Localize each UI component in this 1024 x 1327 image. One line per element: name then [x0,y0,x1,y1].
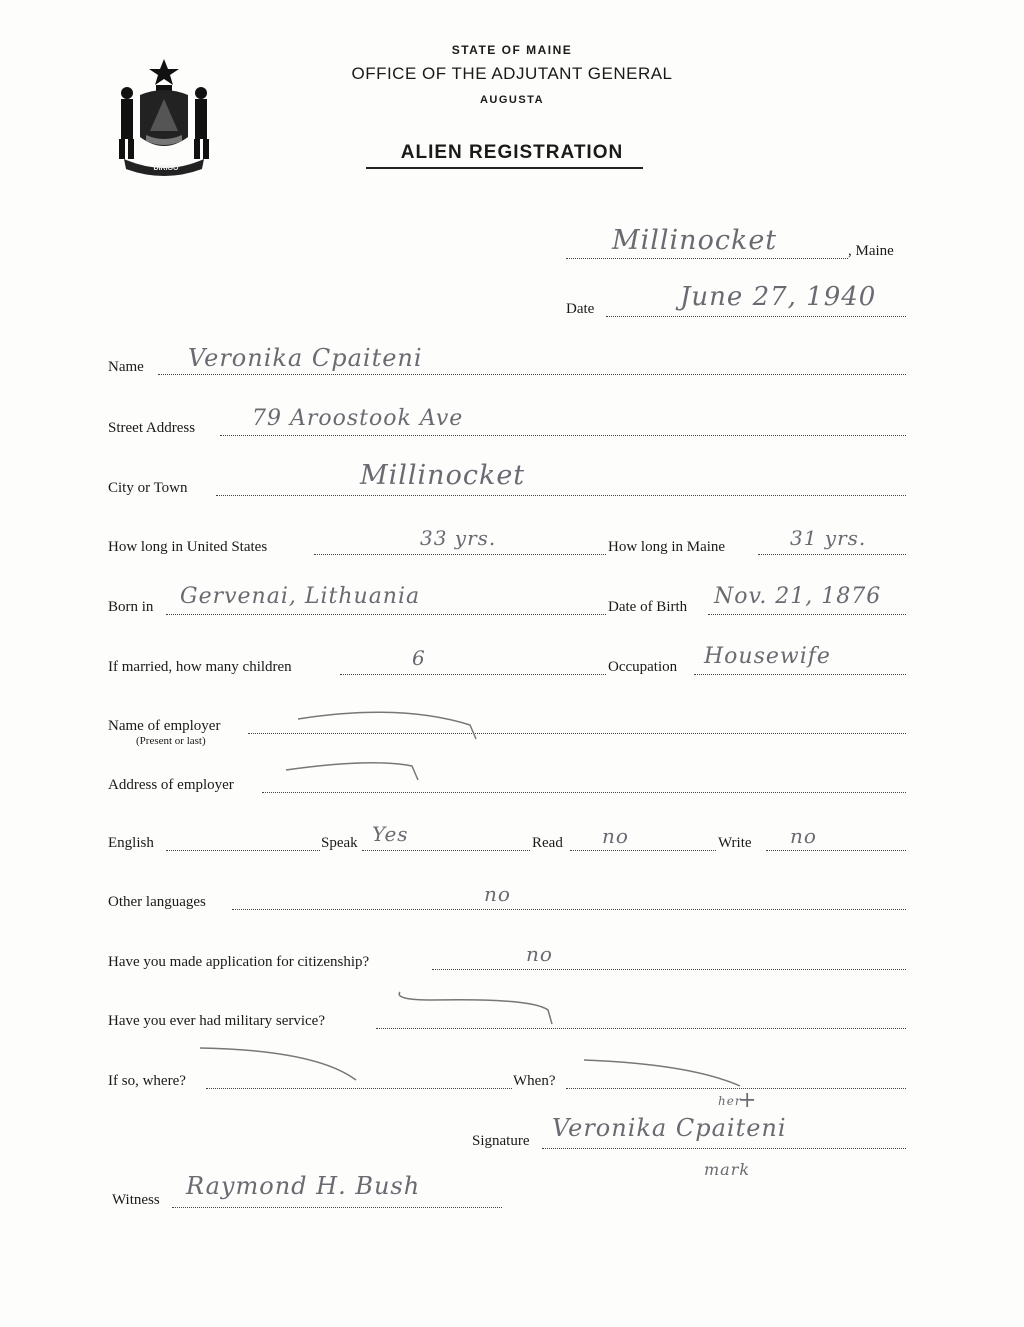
children-line [340,674,606,675]
signature-mark-x: + [738,1088,758,1113]
witness-label: Witness [112,1192,160,1208]
write-value: no [790,824,817,848]
city-label: City or Town [108,480,188,496]
signature-value: Veronika Cpaiteni [552,1114,787,1142]
when-label: When? [513,1073,556,1089]
military-label: Have you ever had military service? [108,1013,325,1029]
city-value: Millinocket [360,460,526,491]
speak-label: Speak [321,835,358,851]
write-label: Write [718,835,752,851]
english-line [166,850,320,851]
military-dash-stroke [392,978,572,1028]
other-languages-value: no [484,882,511,906]
date-label: Date [566,301,595,317]
name-label: Name [108,359,144,375]
children-value: 6 [412,646,426,670]
signature-line [542,1148,906,1149]
witness-value: Raymond H. Bush [186,1172,421,1200]
us-years-value: 33 yrs. [420,526,497,550]
children-label: If married, how many children [108,659,292,675]
seal-motto: DIRIGO [153,165,179,172]
speak-line [362,850,530,851]
name-line [158,374,906,375]
header-city: AUGUSTA [479,94,545,106]
where-dash-stroke [196,1040,376,1090]
date-line [606,316,906,317]
occupation-label: Occupation [608,659,678,675]
english-label: English [108,835,154,851]
street-label: Street Address [108,420,196,436]
write-line [766,850,906,851]
maine-years-label: How long in Maine [608,539,726,555]
where-label: If so, where? [108,1073,186,1089]
signature-label: Signature [472,1133,530,1149]
read-value: no [602,824,629,848]
street-value: 79 Aroostook Ave [252,406,464,431]
maine-years-line [758,554,906,555]
employer-dash-stroke [290,705,490,745]
street-line [220,435,906,436]
signature-mark: mark [704,1160,751,1179]
employer-address-label: Address of employer [108,777,234,793]
citizenship-value: no [526,942,553,966]
employer-sublabel: (Present or last) [136,735,206,747]
occupation-line [694,674,906,675]
dob-label: Date of Birth [608,599,688,615]
place-suffix: , Maine [848,243,894,259]
us-years-label: How long in United States [108,539,268,555]
form-title: ALIEN REGISTRATION [400,142,624,163]
read-label: Read [532,835,563,851]
occupation-value: Housewife [704,644,831,669]
born-label: Born in [108,599,154,615]
dob-value: Nov. 21, 1876 [714,584,882,609]
title-underline [366,167,643,169]
employer-label: Name of employer [108,718,221,734]
born-line [166,614,606,615]
city-line [216,495,906,496]
born-value: Gervenai, Lithuania [180,584,421,609]
us-years-line [314,554,606,555]
date-value: June 27, 1940 [680,282,877,312]
header-office: OFFICE OF THE ADJUTANT GENERAL [351,64,673,83]
maine-years-value: 31 yrs. [790,526,867,550]
read-line [570,850,716,851]
other-languages-label: Other languages [108,894,206,910]
speak-value: Yes [372,822,409,846]
witness-line [172,1207,502,1208]
other-languages-line [232,909,906,910]
employer-address-line [262,792,906,793]
name-value: Veronika Cpaiteni [188,344,423,372]
dob-line [708,614,906,615]
place-value: Millinocket [612,225,778,256]
place-line [566,258,848,259]
employer-address-dash-stroke [282,752,432,792]
header-state: STATE OF MAINE [451,43,573,57]
signature-her: her [718,1094,742,1108]
military-line [376,1028,906,1029]
citizenship-line [432,969,906,970]
when-dash-stroke [580,1052,760,1092]
citizenship-label: Have you made application for citizenship? [108,954,370,970]
